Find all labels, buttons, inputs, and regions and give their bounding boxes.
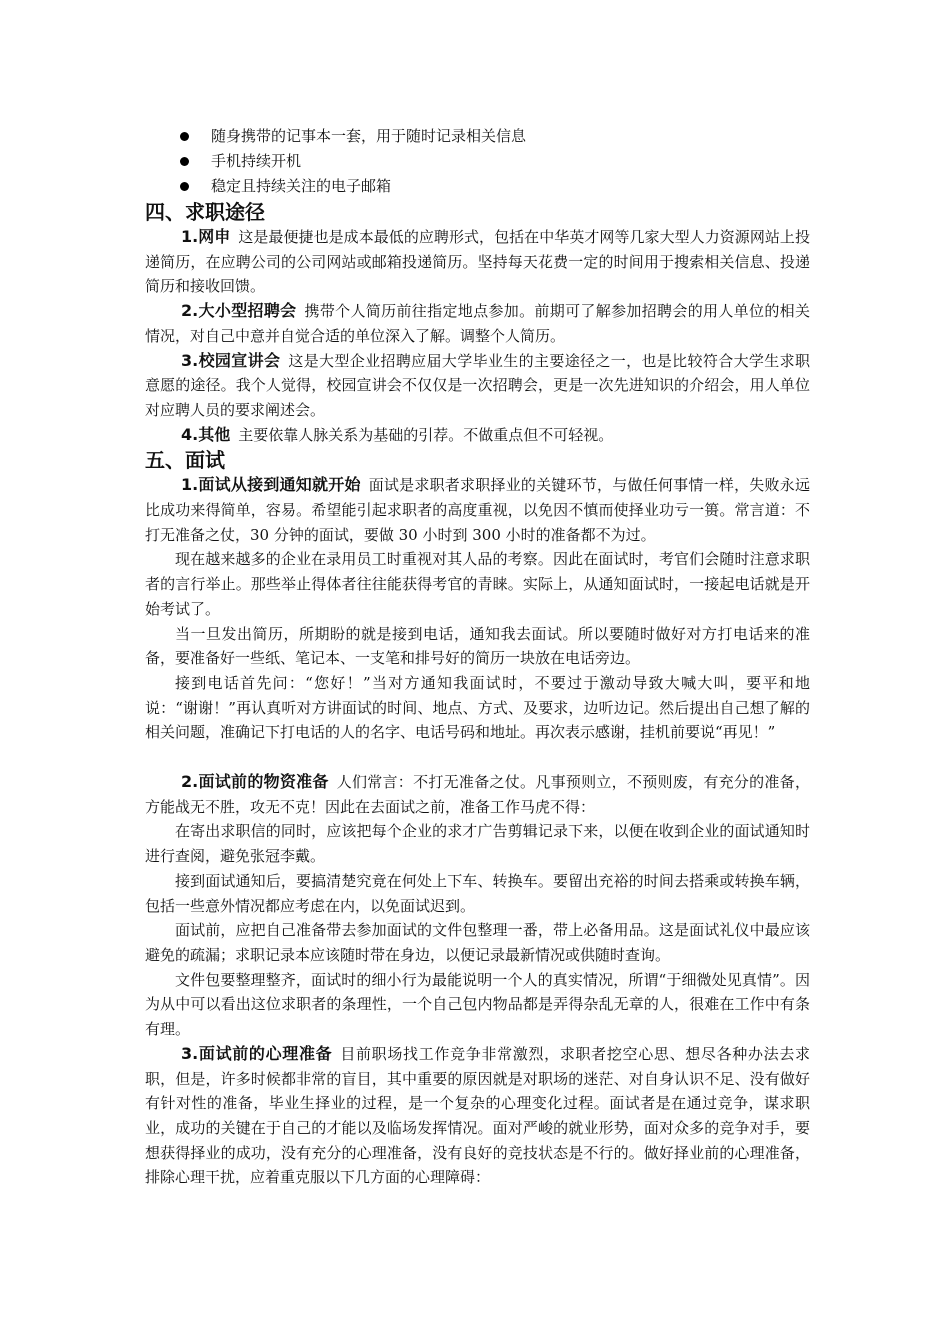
paragraph: 在寄出求职信的同时，应该把每个企业的求才广告剪辑记录下来，以便在收到企业的面试通知时进行查阅，避免张冠李戴。 xyxy=(145,822,810,866)
paragraph: 4.其他 主要依靠人脉关系为基础的引荐。不做重点但不可轻视。 xyxy=(181,424,614,444)
paragraph: 现在越来越多的企业在录用员工时重视对其人品的考察。因此在面试时，考官们会随时注意求职者的言行举止。那些举止得体者往往能获得考官的青睐。实际上，从通知面试时，一接起电话就是开始考试了。 xyxy=(145,550,810,618)
bullet-icon xyxy=(180,182,189,191)
item-keyword: 3.校园宣讲会 xyxy=(181,350,281,370)
list-item: 手机持续开机 xyxy=(145,149,810,174)
checklist xyxy=(145,124,810,199)
paragraph: 面试前，应把自己准备带去参加面试的文件包整理一番，带上必备用品。这是面试礼仪中最应该避免的疏漏；求职记录本应该随时带在身边，以便记录最新情况或供随时查询。 xyxy=(145,921,810,964)
item-keyword: 2.面试前的物资准备 xyxy=(181,772,329,792)
paragraph: 接到面试通知后，要搞清楚究竟在何处上下车、转换车。要留出充裕的时间去搭乘或转换车辆，包括一些意外情况都应考虑在内，以免面试迟到。 xyxy=(145,871,810,915)
bullet-icon xyxy=(180,132,189,141)
section-heading: 五、面试 xyxy=(145,448,225,473)
item-keyword: 2.大小型招聘会 xyxy=(181,301,297,321)
paragraph: 当一旦发出简历，所期盼的就是接到电话，通知我去面试。所以要随时做好对方打电话来的准备，要准备好一些纸、笔记本、一支笔和排号好的简历一块放在电话旁边。 xyxy=(145,624,810,668)
bullet-icon xyxy=(180,157,189,166)
paragraph: 3.校园宣讲会 这是大型企业招聘应届大学毕业生的主要途径之一，也是比较符合大学生求职意愿的途径。我个人觉得，校园宣讲会不仅仅是一次招聘会，更是一次先进知识的介绍会，用人单位对应聘人员的要求阐述会。 xyxy=(145,350,810,419)
paragraph: 2.大小型招聘会 携带个人简历前往指定地点参加。前期可了解参加招聘会的用人单位的相关情况，对自己中意并自觉合适的单位深入了解。调整个人简历。 xyxy=(145,301,810,345)
paragraph: 接到电话首先问：“您好！”当对方通知我面试时，不要过于激动导致大喊大叫，要平和地说：“谢谢！”再认真听对方讲面试的时间、地点、方式、及要求，边听边记。然后提出自己想了解的相关问题，准确记下打电话的人的名字、电话号码和地址。再次表示感谢，挂机前要说“再见！” xyxy=(145,673,810,742)
item-keyword: 4.其他 xyxy=(181,424,231,444)
item-keyword: 3.面试前的心理准备 xyxy=(181,1043,333,1063)
blank-line xyxy=(145,745,810,770)
item-keyword: 1.网申 xyxy=(181,227,231,246)
document-body xyxy=(145,124,810,1190)
item-keyword: 1.面试从接到通知就开始 xyxy=(181,475,361,495)
paragraph: 1.网申 这是最便捷也是成本最低的应聘形式，包括在中华英才网等几家大型人力资源网站上投递简历，在应聘公司的公司网站或邮箱投递简历。坚持每天花费一定的时间用于搜索相关信息、投递简历和接收回馈。 xyxy=(145,227,810,296)
paragraph: 文件包要整理整齐，面试时的细小行为最能说明一个人的真实情况，所谓“于细微处见真情”。因为从中可以看出这位求职者的条理性，一个自己包内物品都是弄得杂乱无章的人，很难在工作中有条有理。 xyxy=(145,970,810,1039)
paragraph: 3.面试前的心理准备 目前职场找工作竞争非常激烈，求职者挖空心思、想尽各种办法去求职，但是，许多时候都非常的盲目，其中重要的原因就是对职场的迷茫、对自身认识不足、没有做好有针对性的准备，毕业生择业的过程，是一个复杂的心理变化过程。面试者是在通过竞争，谋求职业，成功的关键在于自己的才能以及临场发挥情况。面对严峻的就业形势，面对众多的竞争对手，要想获得择业的成功，没有充分的心理准备，没有良好的竞技状态是不行的。做好择业前的心理准备，排除心理干扰，应着重克服以下几方面的心理障碍： xyxy=(145,1043,810,1187)
list-item: 随身携带的记事本一套，用于随时记录相关信息 xyxy=(145,124,810,149)
list-item: 稳定且持续关注的电子邮箱 xyxy=(145,174,810,199)
paragraph: 2.面试前的物资准备 人们常言：不打无准备之仗。凡事预则立，不预则废，有充分的准备，方能战无不胜，攻无不克！因此在去面试之前，准备工作马虎不得： xyxy=(145,772,810,816)
paragraph: 1.面试从接到通知就开始 面试是求职者求职择业的关键环节，与做任何事情一样，失败永远比成功来得简单，容易。希望能引起求职者的高度重视，以免因不慎而使择业功亏一篑。常言道：不打无准备之仗，30 分钟的面试，要做 30 小时到 300 小时的准备都不为过。 xyxy=(145,475,810,544)
section-heading: 四、求职途径 xyxy=(145,200,265,224)
